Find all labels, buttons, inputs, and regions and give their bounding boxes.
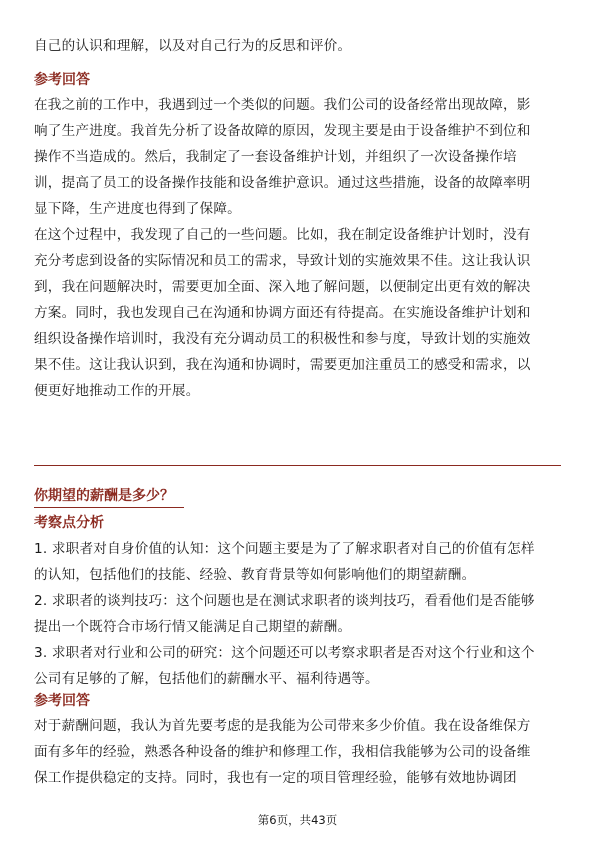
paragraph-line: 在我之前的工作中，我遇到过一个类似的问题。我们公司的设备经常出现故障，影 [34, 97, 531, 113]
paragraph-line: 保工作提供稳定的支持。同时，我也有一定的项目管理经验，能够有效地协调团 [34, 770, 517, 786]
analysis-line: 提出一个既符合市场行情又能满足自己期望的薪酬。 [34, 619, 352, 635]
question-underline [34, 507, 184, 508]
analysis-line: 3. 求职者对行业和公司的研究：这个问题还可以考察求职者是否对这个行业和这个 [34, 645, 535, 661]
paragraph-line: 响了生产进度。我首先分析了设备故障的原因，发现主要是由于设备维护不到位和 [34, 123, 531, 139]
paragraph-line: 方案。同时，我也发现自己在沟通和协调方面还有待提高。在实施设备维护计划和 [34, 305, 531, 321]
analysis-line: 公司有足够的了解，包括他们的薪酬水平、福利待遇等。 [34, 671, 379, 687]
analysis-heading: 考察点分析 [34, 515, 104, 531]
paragraph-line: 果不佳。这让我认识到，我在沟通和协调时，需要更加注重员工的感受和需求，以 [34, 357, 531, 373]
paragraph-line: 在这个过程中，我发现了自己的一些问题。比如，我在制定设备维护计划时，没有 [34, 227, 531, 243]
paragraph-line: 充分考虑到设备的实际情况和员工的需求，导致计划的实施效果不佳。这让我认识 [34, 253, 531, 269]
analysis-line: 2. 求职者的谈判技巧：这个问题也是在测试求职者的谈判技巧，看看他们是否能够 [34, 593, 535, 609]
paragraph-line: 组织设备操作培训时，我没有充分调动员工的积极性和参与度，导致计划的实施效 [34, 331, 531, 347]
paragraph-line: 对于薪酬问题，我认为首先要考虑的是我能为公司带来多少价值。我在设备维保方 [34, 718, 531, 734]
analysis-line: 的认知，包括他们的技能、经验、教育背景等如何影响他们的期望薪酬。 [34, 567, 476, 583]
reference-answer-heading-1: 参考回答 [34, 72, 90, 88]
paragraph-line: 面有多年的经验，熟悉各种设备的维护和修理工作，我相信我能够为公司的设备维 [34, 744, 531, 760]
answer-paragraph-1 [34, 92, 531, 222]
answer-paragraph-3 [34, 713, 531, 791]
intro-tail-text: 自己的认识和理解，以及对自己行为的反思和评价。 [34, 38, 352, 54]
answer-paragraph-2 [34, 222, 531, 404]
analysis-line: 1. 求职者对自身价值的认知：这个问题主要是为了了解求职者对自己的价值有怎样 [34, 541, 535, 557]
page-number-footer: 第6页，共43页 [257, 813, 338, 827]
section-divider [34, 465, 561, 466]
reference-answer-heading-2: 参考回答 [34, 693, 90, 709]
paragraph-line: 到，我在问题解决时，需要更加全面、深入地了解问题，以便制定出更有效的解决 [34, 279, 531, 295]
paragraph-line: 训，提高了员工的设备操作技能和设备维护意识。通过这些措施，设备的故障率明 [34, 175, 531, 191]
paragraph-line: 操作不当造成的。然后，我制定了一套设备维护计划，并组织了一次设备操作培 [34, 149, 517, 165]
paragraph-line: 便更好地推动工作的开展。 [34, 383, 200, 399]
paragraph-line: 显下降，生产进度也得到了保障。 [34, 201, 241, 217]
analysis-list [34, 536, 535, 692]
question-title: 你期望的薪酬是多少？ [34, 488, 174, 504]
